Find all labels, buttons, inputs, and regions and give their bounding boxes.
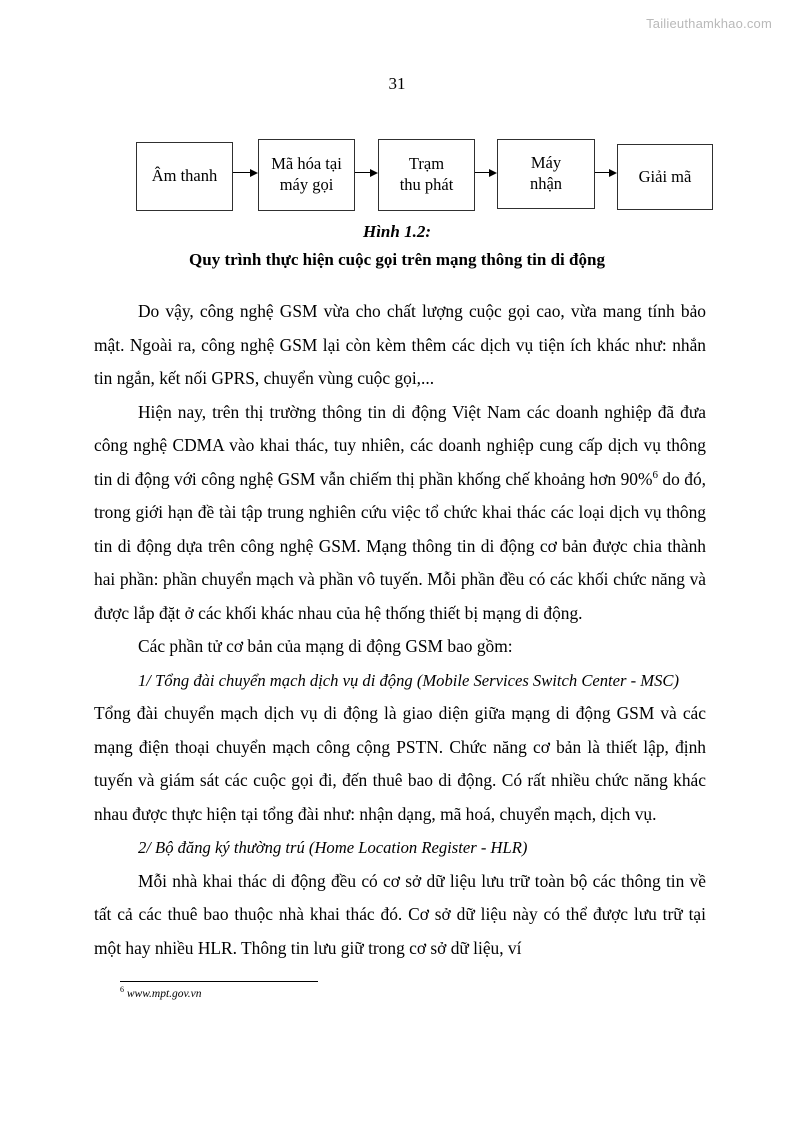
flow-box-5 (617, 144, 713, 210)
flow-arrow-1 (233, 167, 258, 178)
footnote-separator (120, 981, 318, 982)
paragraph-1: Do vậy, công nghệ GSM vừa cho chất lượng cuộc gọi cao, vừa mang tính bảo mật. Ngoài ra, công nghệ GSM lại còn kèm thêm các dịch vụ tiện ích khác như: nhắn tin ngắn, kết nối GPRS, chuyển vùng cuộc gọi,... (94, 301, 706, 388)
call-flow-diagram (0, 132, 794, 218)
paragraph-4: Tổng đài chuyển mạch dịch vụ di động là giao diện giữa mạng di động GSM và các mạng điện thoại chuyển mạch công cộng PSTN. Chức năng cơ bản là thiết lập, định tuyến và giám sát các cuộc gọi đi, đến thuê bao di động. Có rất nhiều chức năng khác nhau được thực hiện tại tổng đài như: nhận dạng, mã hoá, chuyển mạch, dịch vụ. (94, 703, 706, 824)
arrow-head-icon (609, 169, 617, 177)
flow-box-label: Trạm thu phát (399, 154, 454, 194)
flow-box-3 (378, 139, 475, 211)
flow-box-2 (258, 139, 355, 211)
paragraph-2-text-a: Hiện nay, trên thị trường thông tin di động Việt Nam các doanh nghiệp đã đưa công nghệ CDMA vào khai thác, tuy nhiên, các doanh nghiệp cung cấp dịch vụ thông tin di động với công nghệ GSM vẫn chiếm thị phần khống chế khoảng hơn 90% (94, 401, 706, 489)
arrow-shaft (355, 172, 371, 173)
arrow-shaft (475, 172, 490, 173)
flow-box-label: Âm thanh (151, 166, 218, 186)
page-number: 31 (388, 74, 406, 93)
site-watermark: Tailieuthamkhao.com (646, 16, 772, 31)
document-body (94, 295, 706, 965)
figure-label: Hình 1.2: (362, 222, 432, 241)
flow-box-label: Máy nhận (529, 153, 563, 193)
figure-title: Quy trình thực hiện cuộc gọi trên mạng thông tin di động (189, 250, 605, 269)
flow-arrow-2 (355, 167, 378, 178)
subheading-hlr: 2/ Bộ đăng ký thường trú (Home Location Register - HLR) (138, 838, 528, 857)
paragraph-5: Mỗi nhà khai thác di động đều có cơ sở dữ liệu lưu trữ toàn bộ các thông tin về tất cả các thuê bao thuộc nhà khai thác đó. Cơ sở dữ liệu này có thể được lưu trữ tại một hay nhiều HLR. Thông tin lưu giữ trong cơ sở dữ liệu, ví (94, 870, 706, 958)
arrow-shaft (233, 172, 251, 173)
arrow-head-icon (250, 169, 258, 177)
footnote-marker: 6 (120, 985, 124, 995)
footnote-text: www.mpt.gov.vn (126, 988, 202, 1000)
flow-box-1 (136, 142, 233, 211)
footnote-reference-6: 6 (652, 468, 658, 481)
flow-box-label: Mã hóa tại máy gọi (271, 154, 342, 194)
flow-box-label: Giải mã (638, 166, 692, 186)
arrow-head-icon (489, 169, 497, 177)
subheading-msc: 1/ Tổng đài chuyển mạch dịch vụ di động (Mobile Services Switch Center - MSC) (138, 670, 680, 690)
flow-arrow-3 (475, 167, 497, 178)
paragraph-2-text-b: do đó, trong giới hạn đề tài tập trung nghiên cứu việc tổ chức khai thác các loại dịch vụ thông tin di động dựa trên công nghệ GSM. Mạng thông tin di động cơ bản được chia thành hai phần: phần chuyển mạch và phần vô tuyến. Mỗi phần đều có các khối chức năng và được lắp đặt ở các khối khác nhau của hệ thống thiết bị mạng di động. (94, 468, 706, 623)
arrow-shaft (595, 172, 610, 173)
paragraph-2 (94, 396, 706, 631)
flow-arrow-4 (595, 167, 617, 178)
arrow-head-icon (370, 169, 378, 177)
flow-box-4 (497, 139, 595, 209)
footnote-entry (120, 985, 202, 1000)
paragraph-3: Các phần tử cơ bản của mạng di động GSM bao gồm: (138, 636, 513, 656)
